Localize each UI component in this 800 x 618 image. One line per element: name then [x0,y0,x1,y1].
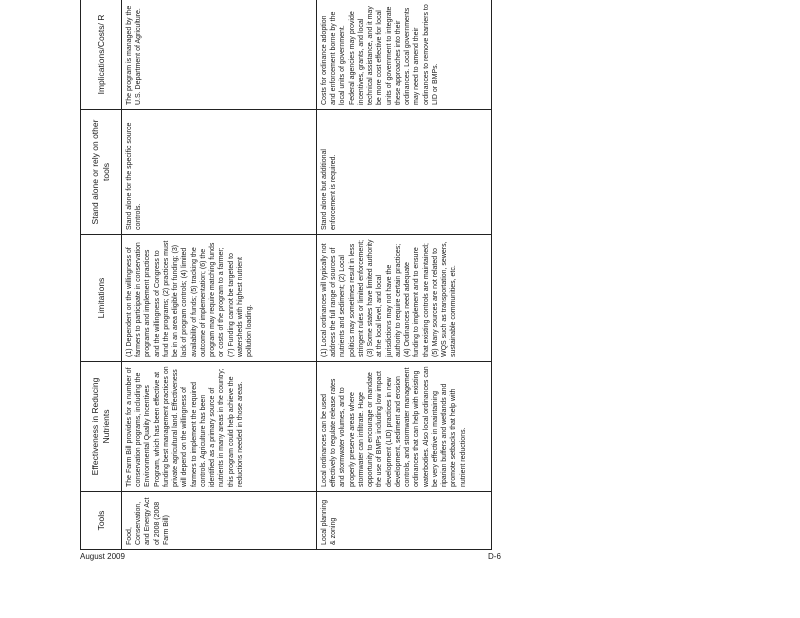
cell-stand-alone: Stand alone but additional enforcement is required. [317,110,492,235]
cell-tool: Food, Conservation, and Energy Act of 2008 (2008 Farm Bill) [122,492,317,550]
footer-page-number: D-6 [488,552,501,561]
cell-limitations: (1) Local ordinances will typically not address the full range of sources of nutrients and sediment; (2) Local politics may sometimes result in less stringent rules or limited enforcement; (3) Some states have limited authority at the local level, and local jurisdictions may not have the authority to require certain practices; (4) Ordinances need adequate funding to implement and to ensure that existing controls are maintained; (5) Many sources are not related to WQS such as transportation, sewers, sustainable communities, etc. [317,235,492,362]
header-stand-alone: Stand alone or rely on other tools [81,110,122,235]
cell-implications: Costs for ordinance adoption and enforcement borne by the local units of government. Federal agencies may provide incentives, grants, and local technical assistance, and it may be more cost effective for local units of government to integrate these approaches into their ordinances. Local governments may need to amend their ordinances to remove barriers to LID or BMPs. [317,0,492,110]
footer-rule [330,549,346,550]
header-limitations: Limitations [81,235,122,362]
cell-effectiveness: Local ordinances can be used effectively to regulate release rates and stormwater volumes, and to properly preserve areas where stormwater can infiltrate. Huge opportunity to encourage or mandate the use of BMPs including low impact development (LID) practices in new development, sediment and erosion controls, and stormwater management ordinances that can help with existing waterbodies. Also local ordinances can be very effective in maintaining riparian buffers and wetlands and promote setbacks that help with nutrient reductions. [317,362,492,492]
cell-implications: The program is managed by the U.S. Department of Agriculture. [122,0,317,110]
footer-date: August 2009 [80,552,125,561]
tools-table [80,0,492,550]
table-header-row [81,0,122,550]
footer-rule [360,549,380,550]
footer-rule [392,549,482,550]
header-tools: Tools [81,492,122,550]
header-implications: Implications/Costs/ R [81,0,122,110]
table-row [317,0,492,550]
header-effectiveness: Effectiveness in Reducing Nutrients [81,362,122,492]
rotated-table-container [80,0,485,550]
cell-limitations: (1) Dependent on the willingness of farmers to participate in conservation programs and implement practices and the willingness of Congress to fund the programs; (2) practices must be in an area eligible for funding; (3) lack of program controls; (4) limited availability of funds; (5) tracking the outcome of implementation; (6) the program may require matching funds or costs of the program to a farmer; (7) Funding cannot be targeted to watersheds with highest nutrient pollution loading. [122,235,317,362]
cell-effectiveness: The Farm Bill provides for a number of conservation programs, including the Environmental Quality Incentives Program, which has been effective at funding best management practices on private agricultural land. Effectiveness will depend on the willingness of farmers to implement the required controls. Agriculture has been identified as a primary source of nutrients in many areas in the country; this program could help achieve the reductions needed in those areas. [122,362,317,492]
table-row [122,0,317,550]
cell-stand-alone: Stand alone for the specific source controls. [122,110,317,235]
cell-tool: Local planning & zoning [317,492,492,550]
